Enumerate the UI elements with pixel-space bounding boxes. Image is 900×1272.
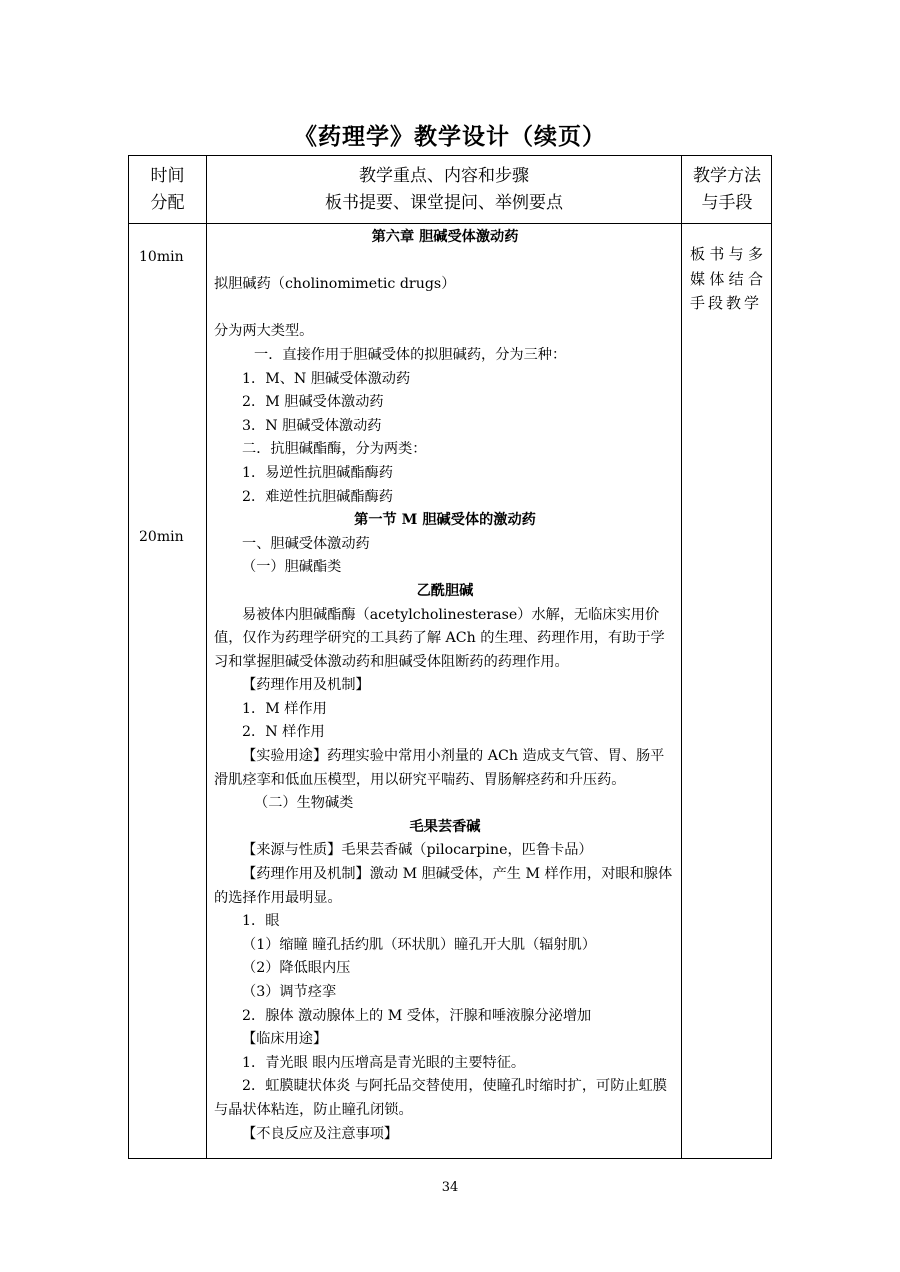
subsection-heading: 一、胆碱受体激动药 (242, 535, 370, 552)
list-item: 2．难逆性抗胆碱酯酶药 (242, 488, 393, 505)
adverse-reactions-heading: 【不良反应及注意事项】 (242, 1125, 399, 1142)
list-item: 1．易逆性抗胆碱酯酶药 (242, 464, 393, 481)
time-slot-10min: 10min (139, 249, 184, 265)
subsection-heading: （二）生物碱类 (254, 795, 354, 812)
header-time-line1: 时间 (150, 165, 185, 186)
header-method-line1: 教学方法 (693, 165, 761, 186)
pharmacology-heading: 【药理作用及机制】 (242, 677, 370, 694)
list-item: 2．M 胆碱受体激动药 (242, 394, 384, 411)
header-divider (129, 223, 771, 224)
subsection-heading: （一）胆碱酯类 (242, 559, 342, 576)
type1-heading: 一．直接作用于胆碱受体的拟胆碱药，分为三种： (254, 346, 567, 363)
header-teaching-content (207, 156, 681, 223)
lesson-plan-table (128, 155, 772, 1159)
pharmacology-label: 【药理作用及机制】 (242, 866, 370, 883)
header-time-line2: 分配 (150, 192, 185, 213)
column-divider (681, 156, 682, 1158)
types-intro: 分为两大类型。 (214, 323, 314, 340)
column-divider (206, 156, 207, 1158)
list-item: 2．虹膜睫状体炎 与阿托品交替使用，使瞳孔时缩时扩，可防止虹膜与晶状体粘连，防止瞳孔闭锁。 (214, 1078, 667, 1118)
header-content-line1: 教学重点、内容和步骤 (359, 165, 529, 186)
time-slot-20min: 20min (139, 529, 184, 545)
time-column (139, 224, 205, 1158)
intro-line: 拟胆碱药（cholinomimetic drugs） (214, 276, 456, 293)
experimental-use-text: 药理实验中常用小剂量的 ACh 造成支气管、胃、肠平滑肌痉挛和低血压模型，用以研究平喘药、胃肠解痉药和升压药。 (214, 748, 665, 788)
source-label: 【来源与性质】 (242, 842, 342, 859)
drug-title-acetylcholine: 乙酰胆碱 (416, 582, 474, 599)
header-time-allocation (129, 156, 206, 223)
page-title: 《药理学》教学设计（续页） (294, 124, 606, 150)
acetylcholine-description: 易被体内胆碱酯酶（acetylcholinesterase）水解，无临床实用价值，仅作为药理学研究的工具药了解 ACh 的生理、药理作用，有助于学习和掌握胆碱受体激动药和胆碱受体阻断药的药理作用。 (214, 606, 665, 670)
type2-heading: 二．抗胆碱酯酶，分为两类： (242, 441, 427, 458)
list-item: 1．M、N 胆碱受体激动药 (242, 370, 411, 387)
drug-title-pilocarpine: 毛果芸香碱 (409, 818, 481, 835)
source-properties (214, 839, 676, 863)
page-number: 34 (441, 1180, 459, 1195)
list-item: （1）缩瞳 瞳孔括约肌（环状肌）瞳孔开大肌（辐射肌） (242, 936, 597, 953)
pilocarpine-pharmacology (214, 863, 676, 910)
list-item: 3．N 胆碱受体激动药 (242, 417, 382, 434)
header-content-line2: 板书提要、课堂提问、举例要点 (325, 192, 563, 213)
list-item: （2）降低眼内压 (242, 960, 351, 977)
experimental-use-label: 【实验用途】 (242, 748, 328, 765)
header-method-line2: 与手段 (701, 192, 753, 213)
experimental-use (214, 745, 676, 792)
clinical-use-heading: 【临床用途】 (242, 1031, 328, 1048)
list-item: 1．眼 (242, 913, 280, 930)
list-item: 1．M 样作用 (242, 700, 327, 717)
header-teaching-method (682, 156, 772, 223)
list-item: （3）调节痉挛 (242, 984, 337, 1000)
source-text: 毛果芸香碱（pilocarpine，匹鲁卡品） (341, 842, 593, 859)
teaching-method-text: 板书与多媒体结合手段教学 (690, 245, 766, 312)
chapter-title: 第六章 胆碱受体激动药 (371, 229, 519, 245)
list-item: 2．N 样作用 (242, 724, 325, 741)
list-item: 2．腺体 激动腺体上的 M 受体，汗腺和唾液腺分泌增加 (242, 1007, 592, 1024)
list-item: 1．青光眼 眼内压增高是青光眼的主要特征。 (242, 1054, 526, 1071)
content-column (214, 226, 676, 1146)
pharmacology-text: 激动 M 胆碱受体，产生 M 样作用，对眼和腺体的选择作用最明显。 (214, 866, 673, 906)
section-title: 第一节 M 胆碱受体的激动药 (354, 512, 536, 529)
